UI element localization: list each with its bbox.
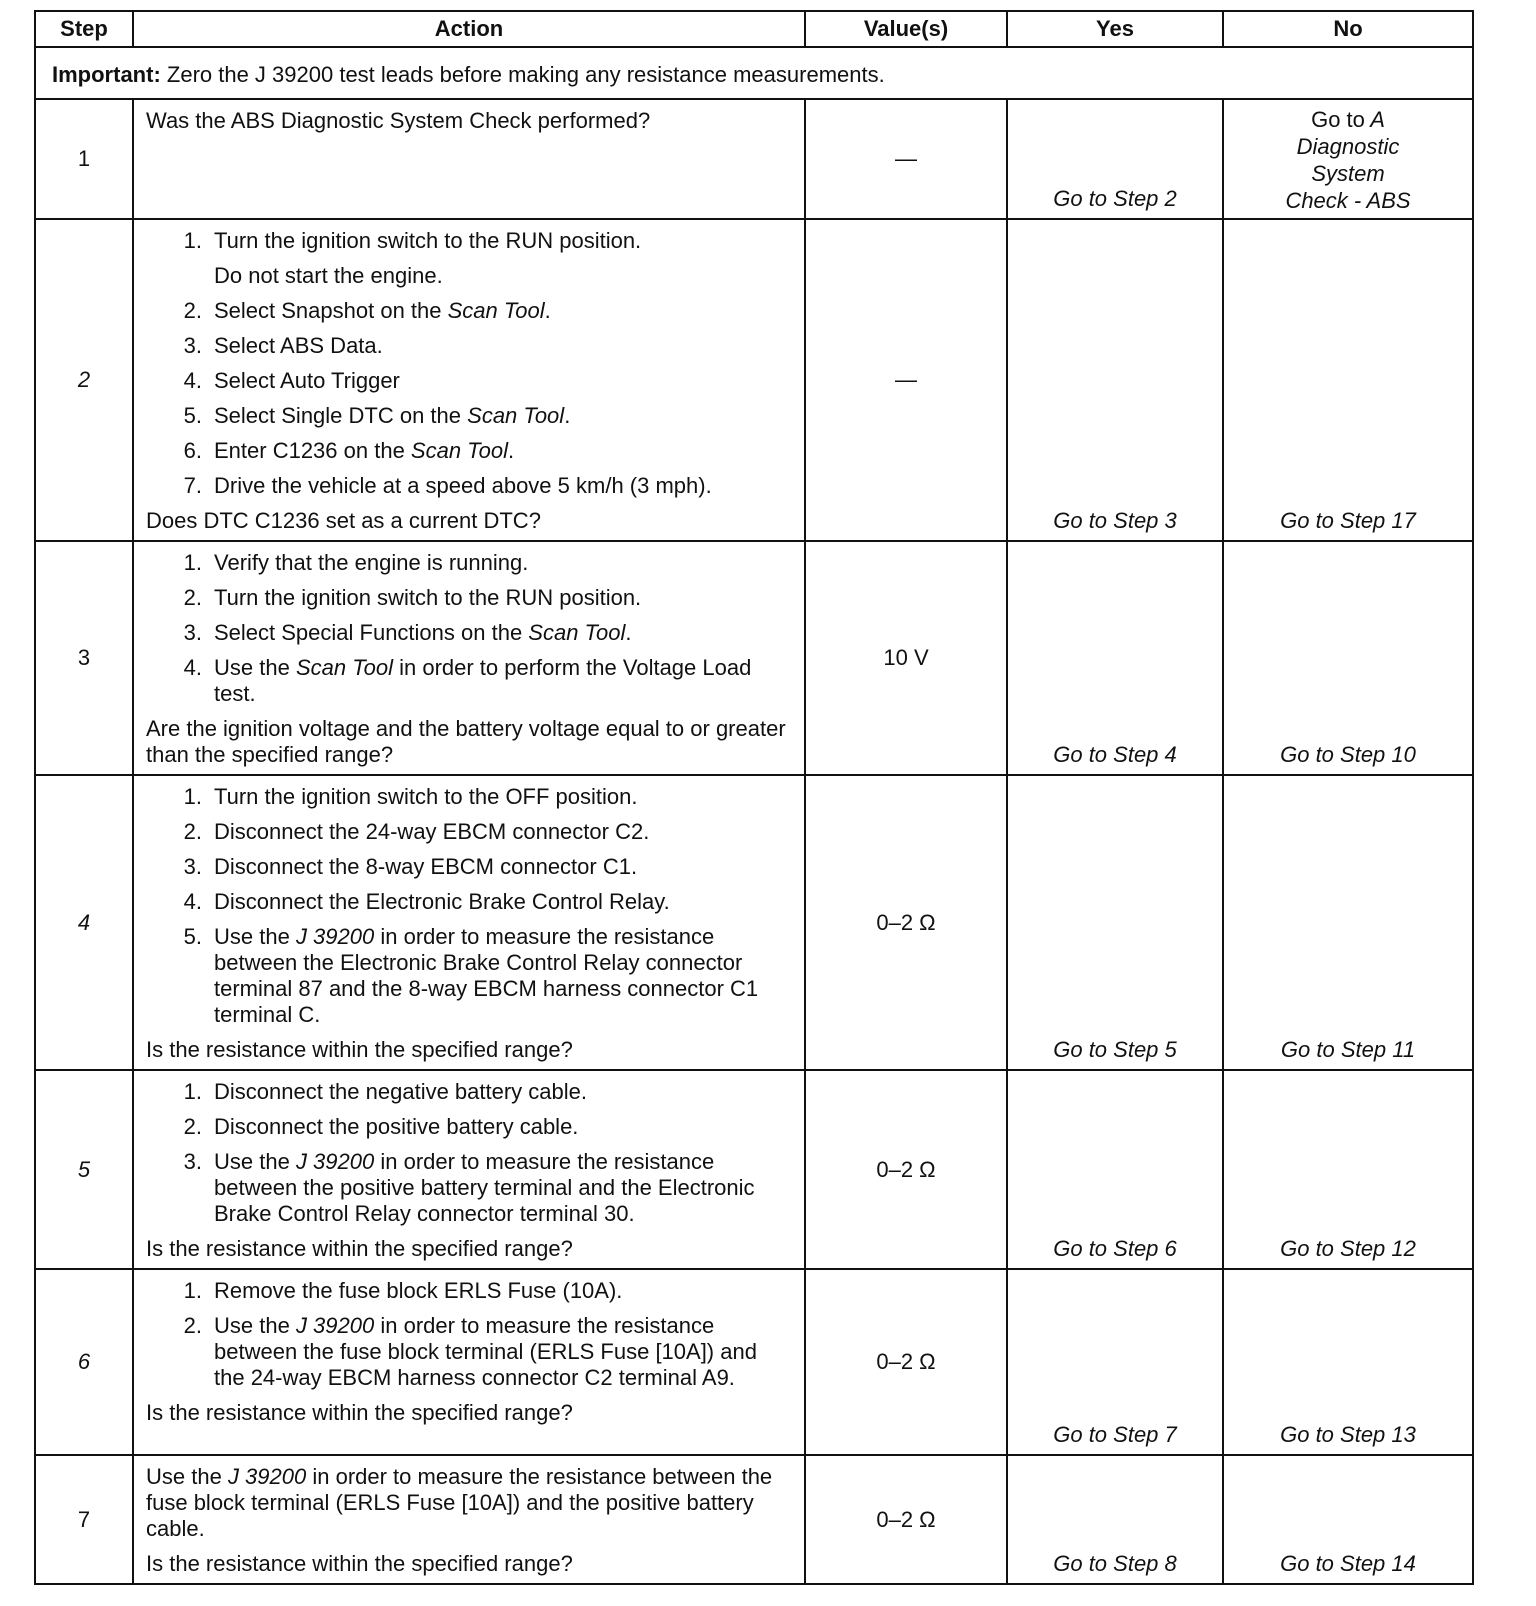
action-question: Is the resistance within the specified range? bbox=[146, 1551, 573, 1576]
item-text-c: in order to measure the resistance between the positive battery terminal and the Electronic Brake Control Relay connector terminal 30. bbox=[214, 1149, 755, 1226]
action-item bbox=[146, 1313, 792, 1391]
no-link-line2: Diagnostic bbox=[1296, 134, 1400, 159]
item-number: 1. bbox=[183, 784, 202, 809]
step-number: 3 bbox=[35, 541, 133, 775]
item-text-c: . bbox=[544, 298, 551, 323]
action-item bbox=[146, 473, 792, 499]
header-step: Step bbox=[35, 11, 133, 47]
item-text-c: . bbox=[625, 620, 632, 645]
action-question: Is the resistance within the specified range? bbox=[146, 1236, 573, 1261]
item-number: 2. bbox=[183, 819, 202, 844]
item-number: 3. bbox=[183, 1149, 202, 1174]
item-text bbox=[214, 403, 792, 429]
item-text-a: Turn the ignition switch to the RUN position. bbox=[214, 228, 642, 253]
item-number: 2. bbox=[183, 1313, 202, 1338]
item-number: 3. bbox=[183, 854, 202, 879]
header-row bbox=[35, 11, 1473, 47]
action-item bbox=[146, 550, 792, 576]
action-cell bbox=[133, 1269, 805, 1455]
header-action: Action bbox=[133, 11, 805, 47]
action-item bbox=[146, 620, 792, 646]
item-text bbox=[214, 298, 792, 324]
item-text: Turn the ignition switch to the OFF position. bbox=[214, 784, 638, 809]
step-row-5 bbox=[35, 1070, 1473, 1269]
step-number: 1 bbox=[35, 99, 133, 219]
action-cell bbox=[133, 1070, 805, 1269]
no-link[interactable]: Go to Step 17 bbox=[1223, 219, 1473, 541]
action-item bbox=[146, 1114, 792, 1140]
important-note bbox=[35, 47, 1473, 99]
action-item bbox=[146, 333, 792, 359]
yes-link[interactable]: Go to Step 5 bbox=[1007, 775, 1223, 1070]
yes-link[interactable]: Go to Step 7 bbox=[1007, 1269, 1223, 1455]
item-text-a: Enter C1236 on the bbox=[214, 438, 411, 463]
step-row-1 bbox=[35, 99, 1473, 219]
action-cell bbox=[133, 541, 805, 775]
item-text-b: Do not start the engine. bbox=[214, 263, 443, 288]
item-number: 3. bbox=[183, 333, 202, 358]
yes-link[interactable]: Go to Step 4 bbox=[1007, 541, 1223, 775]
item-text bbox=[214, 438, 792, 464]
action-cell bbox=[133, 219, 805, 541]
item-number: 1. bbox=[183, 1278, 202, 1303]
item-text bbox=[214, 1313, 792, 1391]
action-cell bbox=[133, 1455, 805, 1584]
action-item bbox=[146, 228, 792, 289]
yes-link[interactable]: Go to Step 2 bbox=[1007, 99, 1223, 219]
step-row-3 bbox=[35, 541, 1473, 775]
item-text bbox=[214, 655, 792, 707]
item-tool: J 39200 bbox=[295, 924, 375, 949]
item-tool: Scan Tool bbox=[528, 620, 626, 645]
yes-link[interactable]: Go to Step 6 bbox=[1007, 1070, 1223, 1269]
paragraph-text-c: in order to measure the resistance between the fuse block terminal (ERLS Fuse [10A]) and the positive battery cable. bbox=[146, 1464, 773, 1541]
item-number: 4. bbox=[183, 655, 202, 680]
action-question: Is the resistance within the specified range? bbox=[146, 1037, 573, 1062]
item-number: 6. bbox=[183, 438, 202, 463]
value-cell: 0–2 Ω bbox=[805, 1455, 1007, 1584]
step-row-2 bbox=[35, 219, 1473, 541]
action-question: Does DTC C1236 set as a current DTC? bbox=[146, 508, 541, 533]
item-text-a: Select Snapshot on the bbox=[214, 298, 448, 323]
item-text: Disconnect the 24-way EBCM connector C2. bbox=[214, 819, 650, 844]
item-number: 2. bbox=[183, 1114, 202, 1139]
action-list bbox=[146, 550, 792, 707]
action-question: Is the resistance within the specified range? bbox=[146, 1400, 573, 1425]
item-number: 1. bbox=[183, 1079, 202, 1104]
action-paragraph bbox=[146, 1464, 792, 1542]
item-number: 7. bbox=[183, 473, 202, 498]
step-row-4 bbox=[35, 775, 1473, 1070]
item-text: Turn the ignition switch to the RUN position. bbox=[214, 585, 642, 610]
step-number: 4 bbox=[35, 775, 133, 1070]
no-link-line4: Check - ABS bbox=[1285, 188, 1411, 213]
item-number: 2. bbox=[183, 585, 202, 610]
diagnostic-table bbox=[34, 10, 1474, 1585]
item-text: Select Auto Trigger bbox=[214, 368, 400, 393]
item-tool: J 39200 bbox=[295, 1313, 375, 1338]
item-text: Verify that the engine is running. bbox=[214, 550, 529, 575]
value-cell: — bbox=[805, 99, 1007, 219]
item-tool: Scan Tool bbox=[447, 298, 545, 323]
action-item bbox=[146, 924, 792, 1028]
action-item bbox=[146, 784, 792, 810]
no-link[interactable]: Go to Step 10 bbox=[1223, 541, 1473, 775]
step-number: 7 bbox=[35, 1455, 133, 1584]
header-values: Value(s) bbox=[805, 11, 1007, 47]
header-yes: Yes bbox=[1007, 11, 1223, 47]
action-item bbox=[146, 655, 792, 707]
item-number: 1. bbox=[183, 550, 202, 575]
action-item bbox=[146, 403, 792, 429]
action-item bbox=[146, 819, 792, 845]
item-number: 4. bbox=[183, 889, 202, 914]
action-list bbox=[146, 1278, 792, 1391]
action-cell bbox=[133, 99, 805, 219]
no-link-a: A bbox=[1370, 107, 1385, 132]
item-text-a: Use the bbox=[214, 655, 296, 680]
action-item bbox=[146, 438, 792, 464]
item-text bbox=[214, 228, 792, 289]
action-item bbox=[146, 1278, 792, 1304]
action-cell bbox=[133, 775, 805, 1070]
step-row-6 bbox=[35, 1269, 1473, 1455]
action-question: Are the ignition voltage and the battery voltage equal to or greater than the specified range? bbox=[146, 716, 786, 767]
no-link[interactable] bbox=[1223, 99, 1473, 219]
action-list bbox=[146, 228, 792, 499]
item-tool: Scan Tool bbox=[295, 655, 393, 680]
item-number: 5. bbox=[183, 924, 202, 949]
item-text bbox=[214, 924, 792, 1028]
item-text-c: . bbox=[507, 438, 515, 463]
item-text-a: Select Single DTC on the bbox=[214, 403, 468, 428]
item-text: Drive the vehicle at a speed above 5 km/h (3 mph). bbox=[214, 473, 712, 498]
item-text: Disconnect the negative battery cable. bbox=[214, 1079, 588, 1104]
yes-link[interactable]: Go to Step 8 bbox=[1007, 1455, 1223, 1584]
no-link-prefix: Go to bbox=[1311, 107, 1365, 132]
action-item bbox=[146, 854, 792, 880]
no-link-line3: System bbox=[1311, 161, 1385, 186]
action-item bbox=[146, 889, 792, 915]
step-number: 5 bbox=[35, 1070, 133, 1269]
no-link[interactable]: Go to Step 13 bbox=[1223, 1269, 1473, 1455]
item-text: Disconnect the 8-way EBCM connector C1. bbox=[214, 854, 638, 879]
item-number: 1. bbox=[183, 228, 202, 253]
action-item bbox=[146, 368, 792, 394]
action-item bbox=[146, 585, 792, 611]
item-tool: J 39200 bbox=[295, 1149, 375, 1174]
item-text: Disconnect the Electronic Brake Control Relay. bbox=[214, 889, 670, 914]
item-text bbox=[214, 620, 792, 646]
item-tool: Scan Tool bbox=[410, 438, 508, 463]
item-text-c: in order to measure the resistance between the Electronic Brake Control Relay connector terminal 87 and the 8-way EBCM harness connector C1 terminal C. bbox=[214, 924, 759, 1027]
value-cell: — bbox=[805, 219, 1007, 541]
item-number: 3. bbox=[183, 620, 202, 645]
yes-link[interactable]: Go to Step 3 bbox=[1007, 219, 1223, 541]
action-item bbox=[146, 1079, 792, 1105]
item-text-a: Use the bbox=[214, 1149, 296, 1174]
no-link[interactable]: Go to Step 11 bbox=[1223, 775, 1473, 1070]
step-row-7 bbox=[35, 1455, 1473, 1584]
no-link[interactable]: Go to Step 14 bbox=[1223, 1455, 1473, 1584]
action-item bbox=[146, 298, 792, 324]
item-tool: Scan Tool bbox=[467, 403, 565, 428]
item-number: 4. bbox=[183, 368, 202, 393]
important-row bbox=[35, 47, 1473, 99]
value-cell: 0–2 Ω bbox=[805, 1070, 1007, 1269]
action-list bbox=[146, 1079, 792, 1227]
action-question: Was the ABS Diagnostic System Check performed? bbox=[146, 108, 651, 133]
item-text-a: Use the bbox=[214, 924, 296, 949]
item-text: Remove the fuse block ERLS Fuse (10A). bbox=[214, 1278, 623, 1303]
item-text-c: . bbox=[564, 403, 571, 428]
value-cell: 0–2 Ω bbox=[805, 775, 1007, 1070]
item-text-a: Use the bbox=[214, 1313, 296, 1338]
action-list bbox=[146, 784, 792, 1028]
step-number: 6 bbox=[35, 1269, 133, 1455]
paragraph-text-a: Use the bbox=[146, 1464, 228, 1489]
diagnostic-table-sheet bbox=[34, 10, 1472, 1585]
header-no: No bbox=[1223, 11, 1473, 47]
item-text-c: in order to measure the resistance between the fuse block terminal (ERLS Fuse [10A]) and the 24-way EBCM harness connector C2 terminal A9. bbox=[214, 1313, 757, 1390]
important-text: Zero the J 39200 test leads before making any resistance measurements. bbox=[166, 62, 885, 87]
action-item bbox=[146, 1149, 792, 1227]
value-cell: 10 V bbox=[805, 541, 1007, 775]
item-text bbox=[214, 1149, 792, 1227]
item-text: Disconnect the positive battery cable. bbox=[214, 1114, 579, 1139]
item-number: 5. bbox=[183, 403, 202, 428]
item-text: Select ABS Data. bbox=[214, 333, 383, 358]
item-number: 2. bbox=[183, 298, 202, 323]
item-text-a: Select Special Functions on the bbox=[214, 620, 529, 645]
paragraph-tool: J 39200 bbox=[227, 1464, 307, 1489]
important-label: Important: bbox=[52, 62, 161, 87]
step-number: 2 bbox=[35, 219, 133, 541]
no-link[interactable]: Go to Step 12 bbox=[1223, 1070, 1473, 1269]
item-text-c: in order to perform the Voltage Load test. bbox=[214, 655, 752, 706]
value-cell: 0–2 Ω bbox=[805, 1269, 1007, 1455]
